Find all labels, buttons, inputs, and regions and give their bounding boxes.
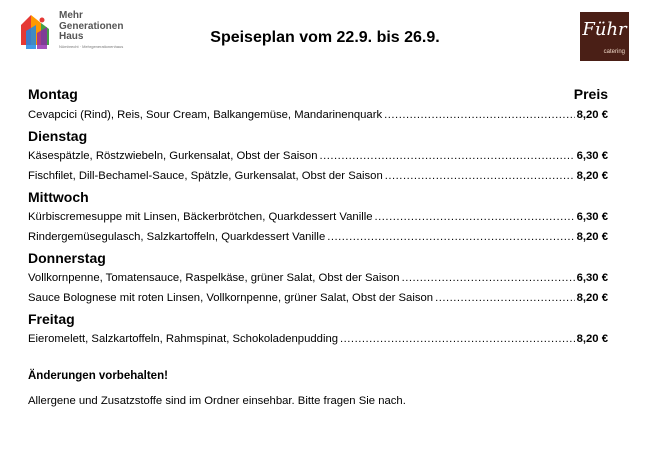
menu-row	[28, 227, 608, 247]
dish-price: 8,20 €	[576, 292, 608, 304]
dish-name: Kürbiscremesuppe mit Linsen, Bäckerbrötchen, Quarkdessert Vanille	[28, 211, 373, 223]
dish-name: Sauce Bolognese mit roten Linsen, Vollkornpenne, grüner Salat, Obst der Saison	[28, 292, 434, 304]
caterer-logo	[580, 12, 629, 61]
allergen-note: Allergene und Zusatzstoffe sind im Ordner einsehbar. Bitte fragen Sie nach.	[28, 395, 406, 407]
menu-row	[28, 146, 608, 166]
menu-row	[28, 268, 608, 288]
dish-name: Vollkornpenne, Tomatensauce, Raspelkäse, grüner Salat, Obst der Saison	[28, 272, 400, 284]
dish-price: 6,30 €	[576, 211, 608, 223]
day-heading-wednesday: Mittwoch	[28, 189, 89, 205]
caterer-sub: catering	[603, 49, 625, 55]
menu-row	[28, 329, 608, 349]
dot-leader	[435, 288, 575, 308]
logo-subline: Nümbrecht · Mehrgenerationenhaus	[59, 44, 124, 49]
day-heading-thursday: Donnerstag	[28, 250, 106, 266]
day-heading-tuesday: Dienstag	[28, 128, 88, 144]
changes-notice: Änderungen vorbehalten!	[28, 370, 168, 382]
dot-leader	[385, 166, 575, 186]
menu-row	[28, 288, 608, 308]
dish-price: 6,30 €	[576, 272, 608, 284]
menu-row	[28, 105, 608, 125]
dish-price: 8,20 €	[576, 333, 608, 345]
dish-name: Cevapcici (Rind), Reis, Sour Cream, Balkangemüse, Mandarinenquark	[28, 109, 383, 121]
day-heading-friday: Freitag	[28, 311, 75, 327]
logo-line3: Haus	[59, 31, 84, 42]
dish-price: 8,20 €	[576, 170, 608, 182]
dish-name: Eieromelett, Salzkartoffeln, Rahmspinat, Schokoladenpudding	[28, 333, 339, 345]
dot-leader	[319, 146, 574, 166]
dish-name: Käsespätzle, Röstzwiebeln, Gurkensalat, Obst der Saison	[28, 150, 318, 162]
dot-leader	[340, 329, 575, 349]
logo-line1: Mehr	[59, 10, 83, 21]
menu-header	[28, 83, 608, 105]
menu-row	[28, 207, 608, 227]
logo-line2: Generationen	[59, 20, 124, 32]
dish-price: 6,30 €	[576, 150, 608, 162]
caterer-name: Führ	[582, 19, 627, 40]
page-title: Speiseplan vom 22.9. bis 26.9.	[210, 29, 440, 46]
day-heading-monday: Montag	[28, 86, 78, 102]
dish-price: 8,20 €	[576, 231, 608, 243]
dot-leader	[327, 227, 574, 247]
dish-name: Fischfilet, Dill-Bechamel-Sauce, Spätzle, Gurkensalat, Obst der Saison	[28, 170, 383, 182]
dot-leader	[402, 268, 575, 288]
dot-leader	[384, 105, 574, 125]
price-header: Preis	[573, 86, 608, 102]
dish-name: Rindergemüsegulasch, Salzkartoffeln, Quarkdessert Vanille	[28, 231, 326, 243]
dish-price: 8,20 €	[576, 109, 608, 121]
menu-row	[28, 166, 608, 186]
dot-leader	[375, 207, 575, 227]
menu-list	[28, 83, 608, 349]
